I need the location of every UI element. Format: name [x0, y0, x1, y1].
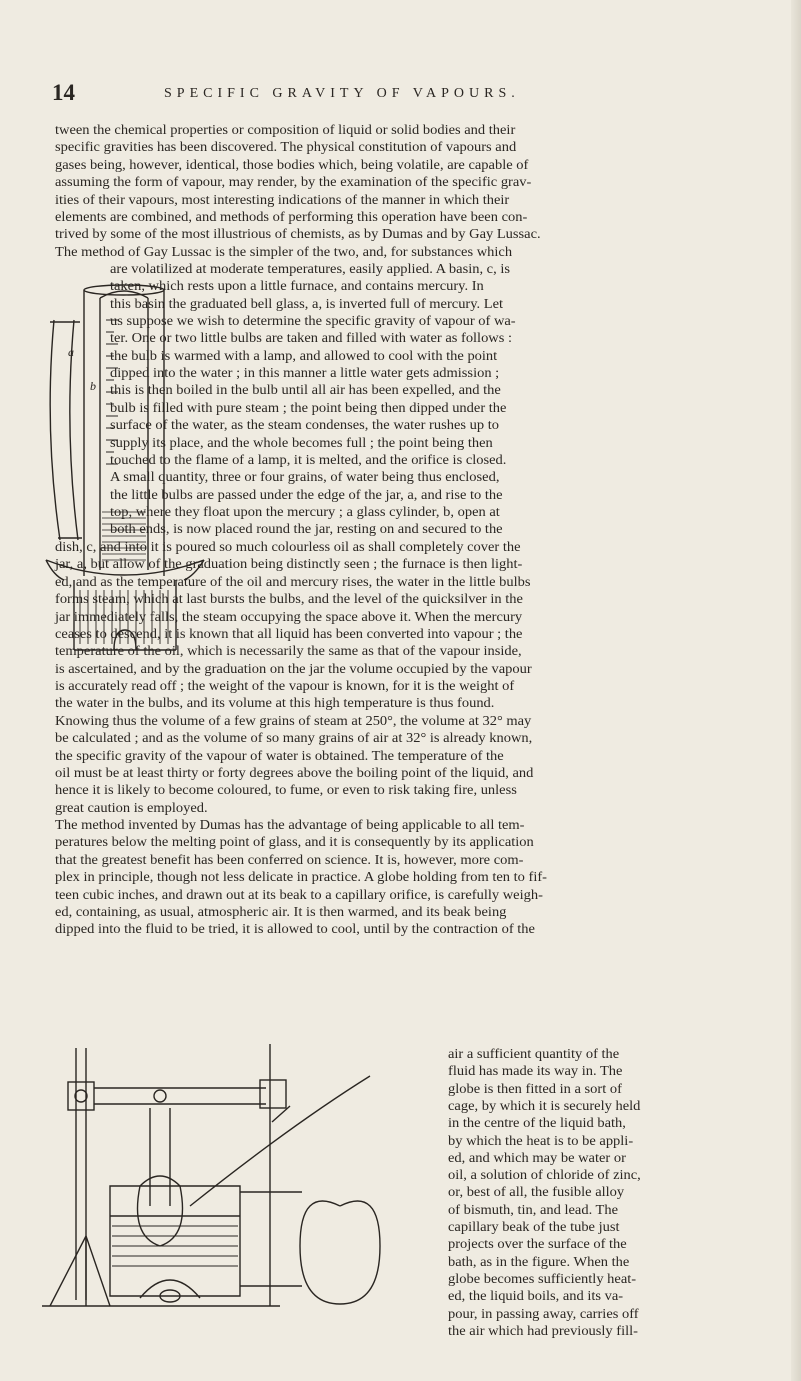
text-line: The method of Gay Lussac is the simpler of the two, and, for substances which: [55, 243, 513, 259]
text-line: ed, containing, as usual, atmospheric air. It is then warmed, and its beak being: [55, 903, 507, 919]
text-line: top, where they float upon the mercury ; a glass cylinder, b, open at: [110, 503, 500, 519]
text-line: The method invented by Dumas has the advantage of being applicable to all tem-: [55, 817, 525, 833]
gay-lussac-apparatus-figure: [44, 280, 260, 670]
text-line: great caution is employed.: [55, 799, 208, 815]
text-line: is ascertained, and by the graduation on the jar the volume occupied by the vapour: [55, 660, 532, 676]
text-line: elements are combined, and methods of performing this operation have been con-: [55, 209, 528, 224]
text-line: plex in principle, though not less delicate in practice. A globe holding from ten to fif-: [55, 869, 547, 885]
text-line: gases being, however, identical, those bodies which, being volatile, are capable of: [55, 156, 529, 172]
text-line: this basin the graduated bell glass, a, is inverted full of mercury. Let: [110, 295, 504, 311]
text-line: us suppose we wish to determine the specific gravity of vapour of wa-: [110, 313, 516, 329]
text-line: by which the heat is to be appli-: [448, 1132, 634, 1148]
page-number: 14: [52, 80, 75, 105]
text-line: dipped into the water ; in this manner a little water gets admission ;: [110, 365, 500, 381]
text-line: ed, and which may be water or: [448, 1149, 626, 1165]
label-b: b: [90, 379, 96, 393]
text-line: this is then boiled in the bulb until all air has been expelled, and the: [110, 382, 501, 398]
text-line: cage, by which it is securely held: [448, 1097, 641, 1113]
text-line: ities of their vapours, most interesting indications of the manner in which their: [55, 191, 510, 207]
text-line: ed, and as the temperature of the oil and mercury rises, the water in the little bulbs: [55, 573, 531, 589]
text-line: A small quantity, three or four grains, of water being thus enclosed,: [110, 469, 500, 485]
text-line: jar, a, but allow of the graduation being distinctly seen ; the furnace is then light-: [55, 556, 523, 572]
text-line: globe becomes sufficiently heat-: [448, 1270, 637, 1286]
page-edge-shadow: [791, 0, 801, 1381]
text-line: is accurately read off ; the weight of the vapour is known, for it is the weight of: [55, 678, 515, 694]
text-line: assuming the form of vapour, may render, by the examination of the specific grav-: [55, 174, 532, 190]
text-line: dish, c, and into it is poured so much colourless oil as shall completely cover the: [55, 539, 521, 554]
text-line: touched to the flame of a lamp, it is melted, and the orifice is closed.: [110, 451, 507, 467]
text-line: globe is then fitted in a sort of: [448, 1080, 622, 1096]
text-line: surface of the water, as the steam condenses, the water rushes up to: [110, 417, 499, 433]
page-header: [52, 80, 752, 110]
running-title: SPECIFIC GRAVITY OF VAPOURS.: [164, 86, 520, 101]
text-line: projects over the surface of the: [448, 1236, 627, 1252]
text-line: supply its place, and the whole becomes full ; the point being then: [110, 434, 493, 450]
text-line: tween the chemical properties or composition of liquid or solid bodies and their: [55, 122, 516, 137]
text-line: pour, in passing away, carries off: [448, 1305, 639, 1321]
text-line: bulb is filled with pure steam ; the point being then dipped under the: [110, 399, 507, 415]
text-line: ceases to descend, it is known that all liquid has been converted into vapour ; the: [55, 625, 523, 641]
text-line: ed, the liquid boils, and its va-: [448, 1288, 624, 1304]
text-line: Knowing thus the volume of a few grains of steam at 250°, the volume at 32° may: [55, 712, 532, 728]
text-line: forms steam, which at last bursts the bulbs, and the level of the quicksilver in the: [55, 591, 523, 607]
text-line: specific gravities has been discovered. The physical constitution of vapours and: [55, 139, 517, 155]
text-line: teen cubic inches, and drawn out at its beak to a capillary orifice, is carefully weigh-: [55, 886, 543, 902]
text-line: that the greatest benefit has been conferred on science. It is, however, more com-: [55, 851, 524, 867]
text-line: ter. One or two little bulbs are taken and filled with water as follows :: [110, 330, 513, 346]
text-line: in the centre of the liquid bath,: [448, 1115, 626, 1131]
text-line: jar immediately falls, the steam occupying the space above it. When the mercury: [55, 608, 523, 624]
text-line: peratures below the melting point of glass, and it is consequently by its application: [55, 834, 534, 850]
text-line: dipped into the fluid to be tried, it is allowed to cool, until by the contraction of the: [55, 921, 535, 937]
text-line: fluid has made its way in. The: [448, 1063, 623, 1079]
text-line: the water in the bulbs, and its volume at this high temperature is thus found.: [55, 695, 495, 711]
text-line: oil, a solution of chloride of zinc,: [448, 1167, 641, 1183]
text-line: both ends, is now placed round the jar, resting on and secured to the: [110, 521, 503, 537]
text-line: trived by some of the most illustrious of chemists, as by Dumas and by Gay Lussac.: [55, 226, 541, 242]
text-line: hence it is likely to become coloured, to fume, or even to risk taking fire, unless: [55, 782, 517, 798]
text-line: temperature of the oil, which is necessarily the same as that of the vapour inside,: [55, 643, 522, 659]
text-line: capillary beak of the tube just: [448, 1219, 620, 1234]
text-line: bath, as in the figure. When the: [448, 1253, 630, 1269]
dumas-apparatus-figure: [40, 1036, 430, 1311]
text-line: air a sufficient quantity of the: [448, 1046, 620, 1061]
text-line: be calculated ; and as the volume of so many grains of air at 32° is already known,: [55, 730, 533, 746]
text-line: taken, which rests upon a little furnace, and contains mercury. In: [110, 278, 484, 294]
text-line: oil must be at least thirty or forty degrees above the boiling point of the liquid, and: [55, 764, 534, 780]
text-line: the bulb is warmed with a lamp, and allowed to cool with the point: [110, 347, 498, 363]
text-line: the little bulbs are passed under the edge of the jar, a, and rise to the: [110, 486, 503, 502]
label-a: a: [68, 345, 74, 359]
text-line: the air which had previously fill-: [448, 1322, 638, 1338]
text-line: the specific gravity of the vapour of water is obtained. The temperature of the: [55, 747, 504, 763]
text-line: are volatilized at moderate temperatures, easily applied. A basin, c, is: [110, 261, 510, 276]
text-line: of bismuth, tin, and lead. The: [448, 1201, 619, 1217]
text-line: or, best of all, the fusible alloy: [448, 1184, 625, 1200]
